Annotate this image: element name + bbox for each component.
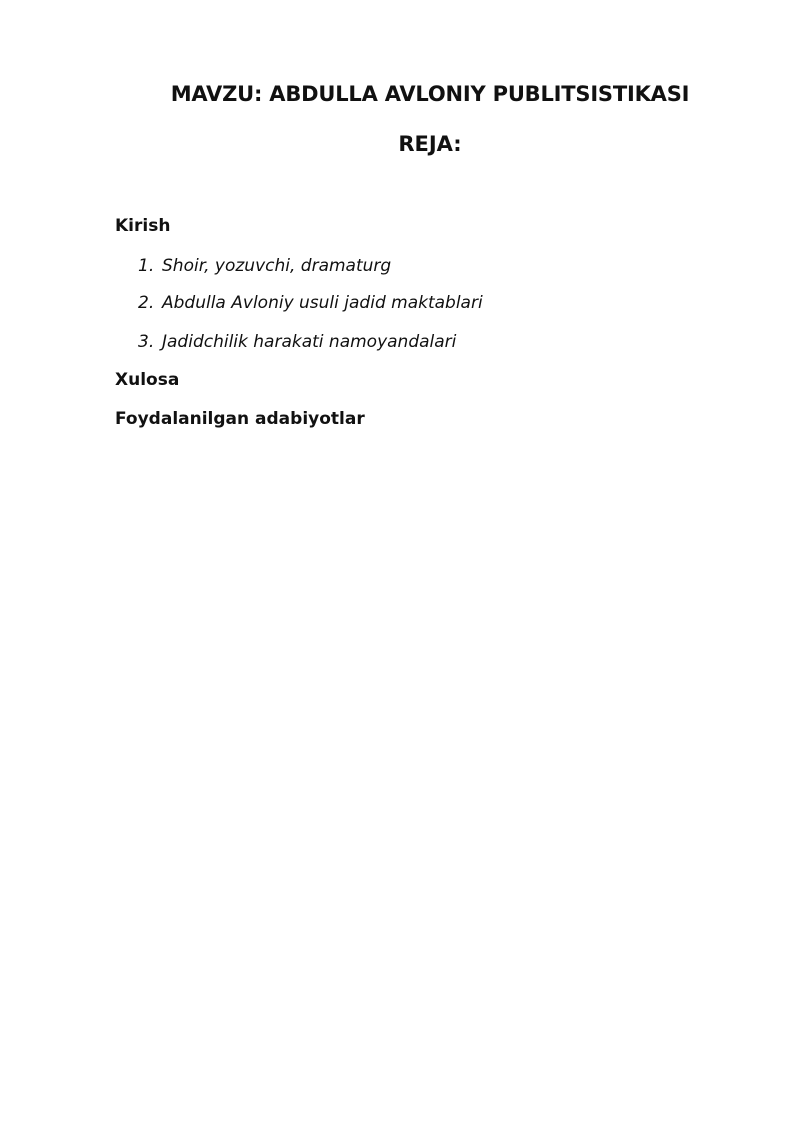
section-conclusion: Xulosa [115, 370, 180, 390]
plan-heading: REJA: [398, 132, 462, 156]
list-item [138, 330, 456, 354]
list-item-number: 3. [138, 332, 155, 352]
list-item-text: Shoir, yozuvchi, dramaturg [162, 256, 392, 276]
list-item-text: Jadidchilik harakati namoyandalari [162, 332, 457, 352]
document-title: MAVZU: ABDULLA AVLONIY PUBLITSISTIKASI [170, 82, 690, 106]
list-item [138, 254, 391, 278]
list-item [138, 291, 483, 315]
list-item-number: 2. [138, 293, 155, 313]
section-intro: Kirish [115, 216, 171, 236]
list-item-text: Abdulla Avloniy usuli jadid maktablari [162, 293, 483, 313]
list-item-number: 1. [138, 256, 155, 276]
section-references: Foydalanilgan adabiyotlar [115, 409, 365, 429]
